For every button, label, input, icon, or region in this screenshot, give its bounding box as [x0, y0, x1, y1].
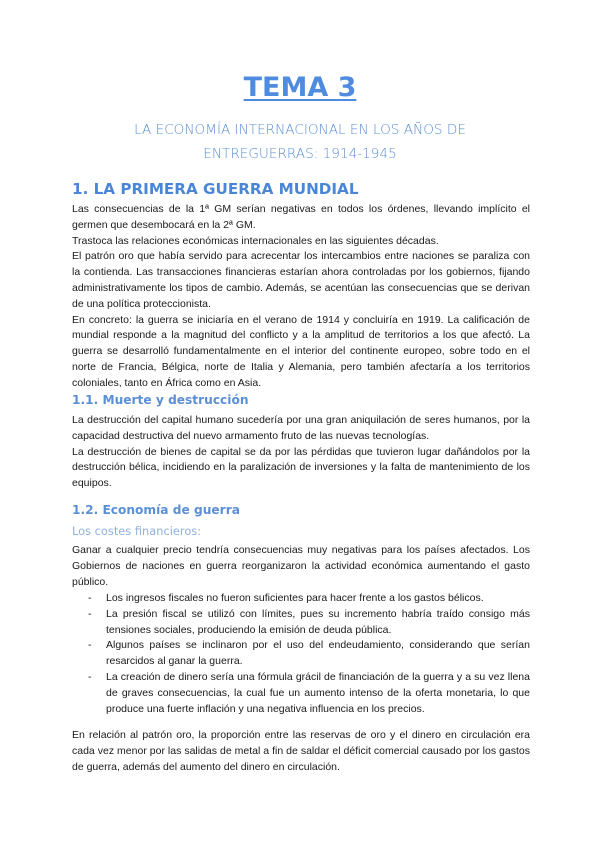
section-heading-1-1: 1.1. Muerte y destrucción	[72, 393, 249, 407]
bullet-marker: -	[88, 607, 92, 620]
bullet-marker: -	[88, 592, 92, 604]
bullet-marker: -	[88, 639, 92, 652]
list-item-text: Algunos países se inclinaron por el uso del endeudamiento, considerando que serían resarcidos al ganar la guerra.	[106, 639, 530, 668]
bullet-marker: -	[88, 670, 92, 683]
paragraph: La destrucción de bienes de capital se da por las pérdidas que tuvieron lugar dañándolos por la destrucción bélica, incidiendo en la paralización de inversiones y la falta de mantenimiento de los equipos.	[72, 445, 530, 490]
paragraph: Las consecuencias de la 1ª GM serían negativas en todos los órdenes, llevando implícito el germen que desembocará en la 2ª GM.	[72, 203, 530, 231]
list-item	[72, 638, 530, 670]
list-item-text: La creación de dinero sería una fórmula grácil de financiación de la guerra y a su vez llena de graves consecuencias, la cual fue un aumento intenso de la oferta monetaria, lo que produce una fuerte inflación y una negativa influencia en los precios.	[106, 670, 530, 715]
list-item	[72, 670, 530, 717]
list-item-text: Los ingresos fiscales no fueron suficientes para hacer frente a los gastos bélicos.	[106, 592, 484, 604]
paragraph: La destrucción del capital humano sucedería por una gran aniquilación de seres humanos, por la capacidad destructiva del nuevo armamento fruto de las nuevas tecnologías.	[72, 414, 530, 442]
paragraph: Trastoca las relaciones económicas internacionales en las siguientes décadas.	[72, 234, 439, 247]
section-1-2-intro: Ganar a cualquier precio tendría consecuencias muy negativas para los países afectados. Los Gobiernos de naciones en guerra reorganizaron la actividad económica aumentando el gasto público.	[72, 544, 530, 588]
paragraph: En concreto: la guerra se iniciaría en el verano de 1914 y concluiría en 1919. La calificación de mundial responde a la magnitud del conflicto y a la amplitud de territorios a los que afectó. La guerra se desarrolló fundamentalmente en el interior del continente europeo, sobre todo en el norte de Francia, Bélgica, norte de Italia y Alemania, pero también afectaría a los territorios coloniales, tanto en África como en Asia.	[72, 313, 530, 389]
list-item-text: La presión fiscal se utilizó con límites, pues su incremento habría traído consigo más tensiones sociales, produciendo la emisión de deuda pública.	[106, 607, 530, 636]
list-item	[72, 607, 530, 639]
paragraph: El patrón oro que había servido para acrecentar los intercambios entre naciones se paraliza con la contienda. Las transacciones financieras estarían ahora controladas por los gobiernos, fijando administrativamente los tipos de cambio. Además, se acentúan las consecuencias que se derivan de una política proteccionista.	[72, 250, 530, 310]
bullet-list	[72, 591, 530, 717]
section-1-body	[72, 202, 530, 392]
section-heading-1-2: 1.2. Economía de guerra	[72, 503, 240, 517]
section-heading-1: 1. LA PRIMERA GUERRA MUNDIAL	[72, 180, 359, 198]
section-1-1-body	[72, 413, 530, 492]
document-title: TEMA 3	[243, 72, 357, 103]
document-subtitle: LA ECONOMÍA INTERNACIONAL EN LOS AÑOS DE ENTREGUERRAS: 1914-1945	[134, 122, 466, 162]
subsection-heading: Los costes financieros:	[72, 524, 202, 538]
section-1-2-closing: En relación al patrón oro, la proporción entre las reservas de oro y el dinero en circulación era cada vez menor por las salidas de metal a fin de saldar el déficit comercial causado por los gastos de guerra, además del aumento del dinero en circulación.	[72, 729, 530, 773]
list-item	[72, 591, 530, 607]
